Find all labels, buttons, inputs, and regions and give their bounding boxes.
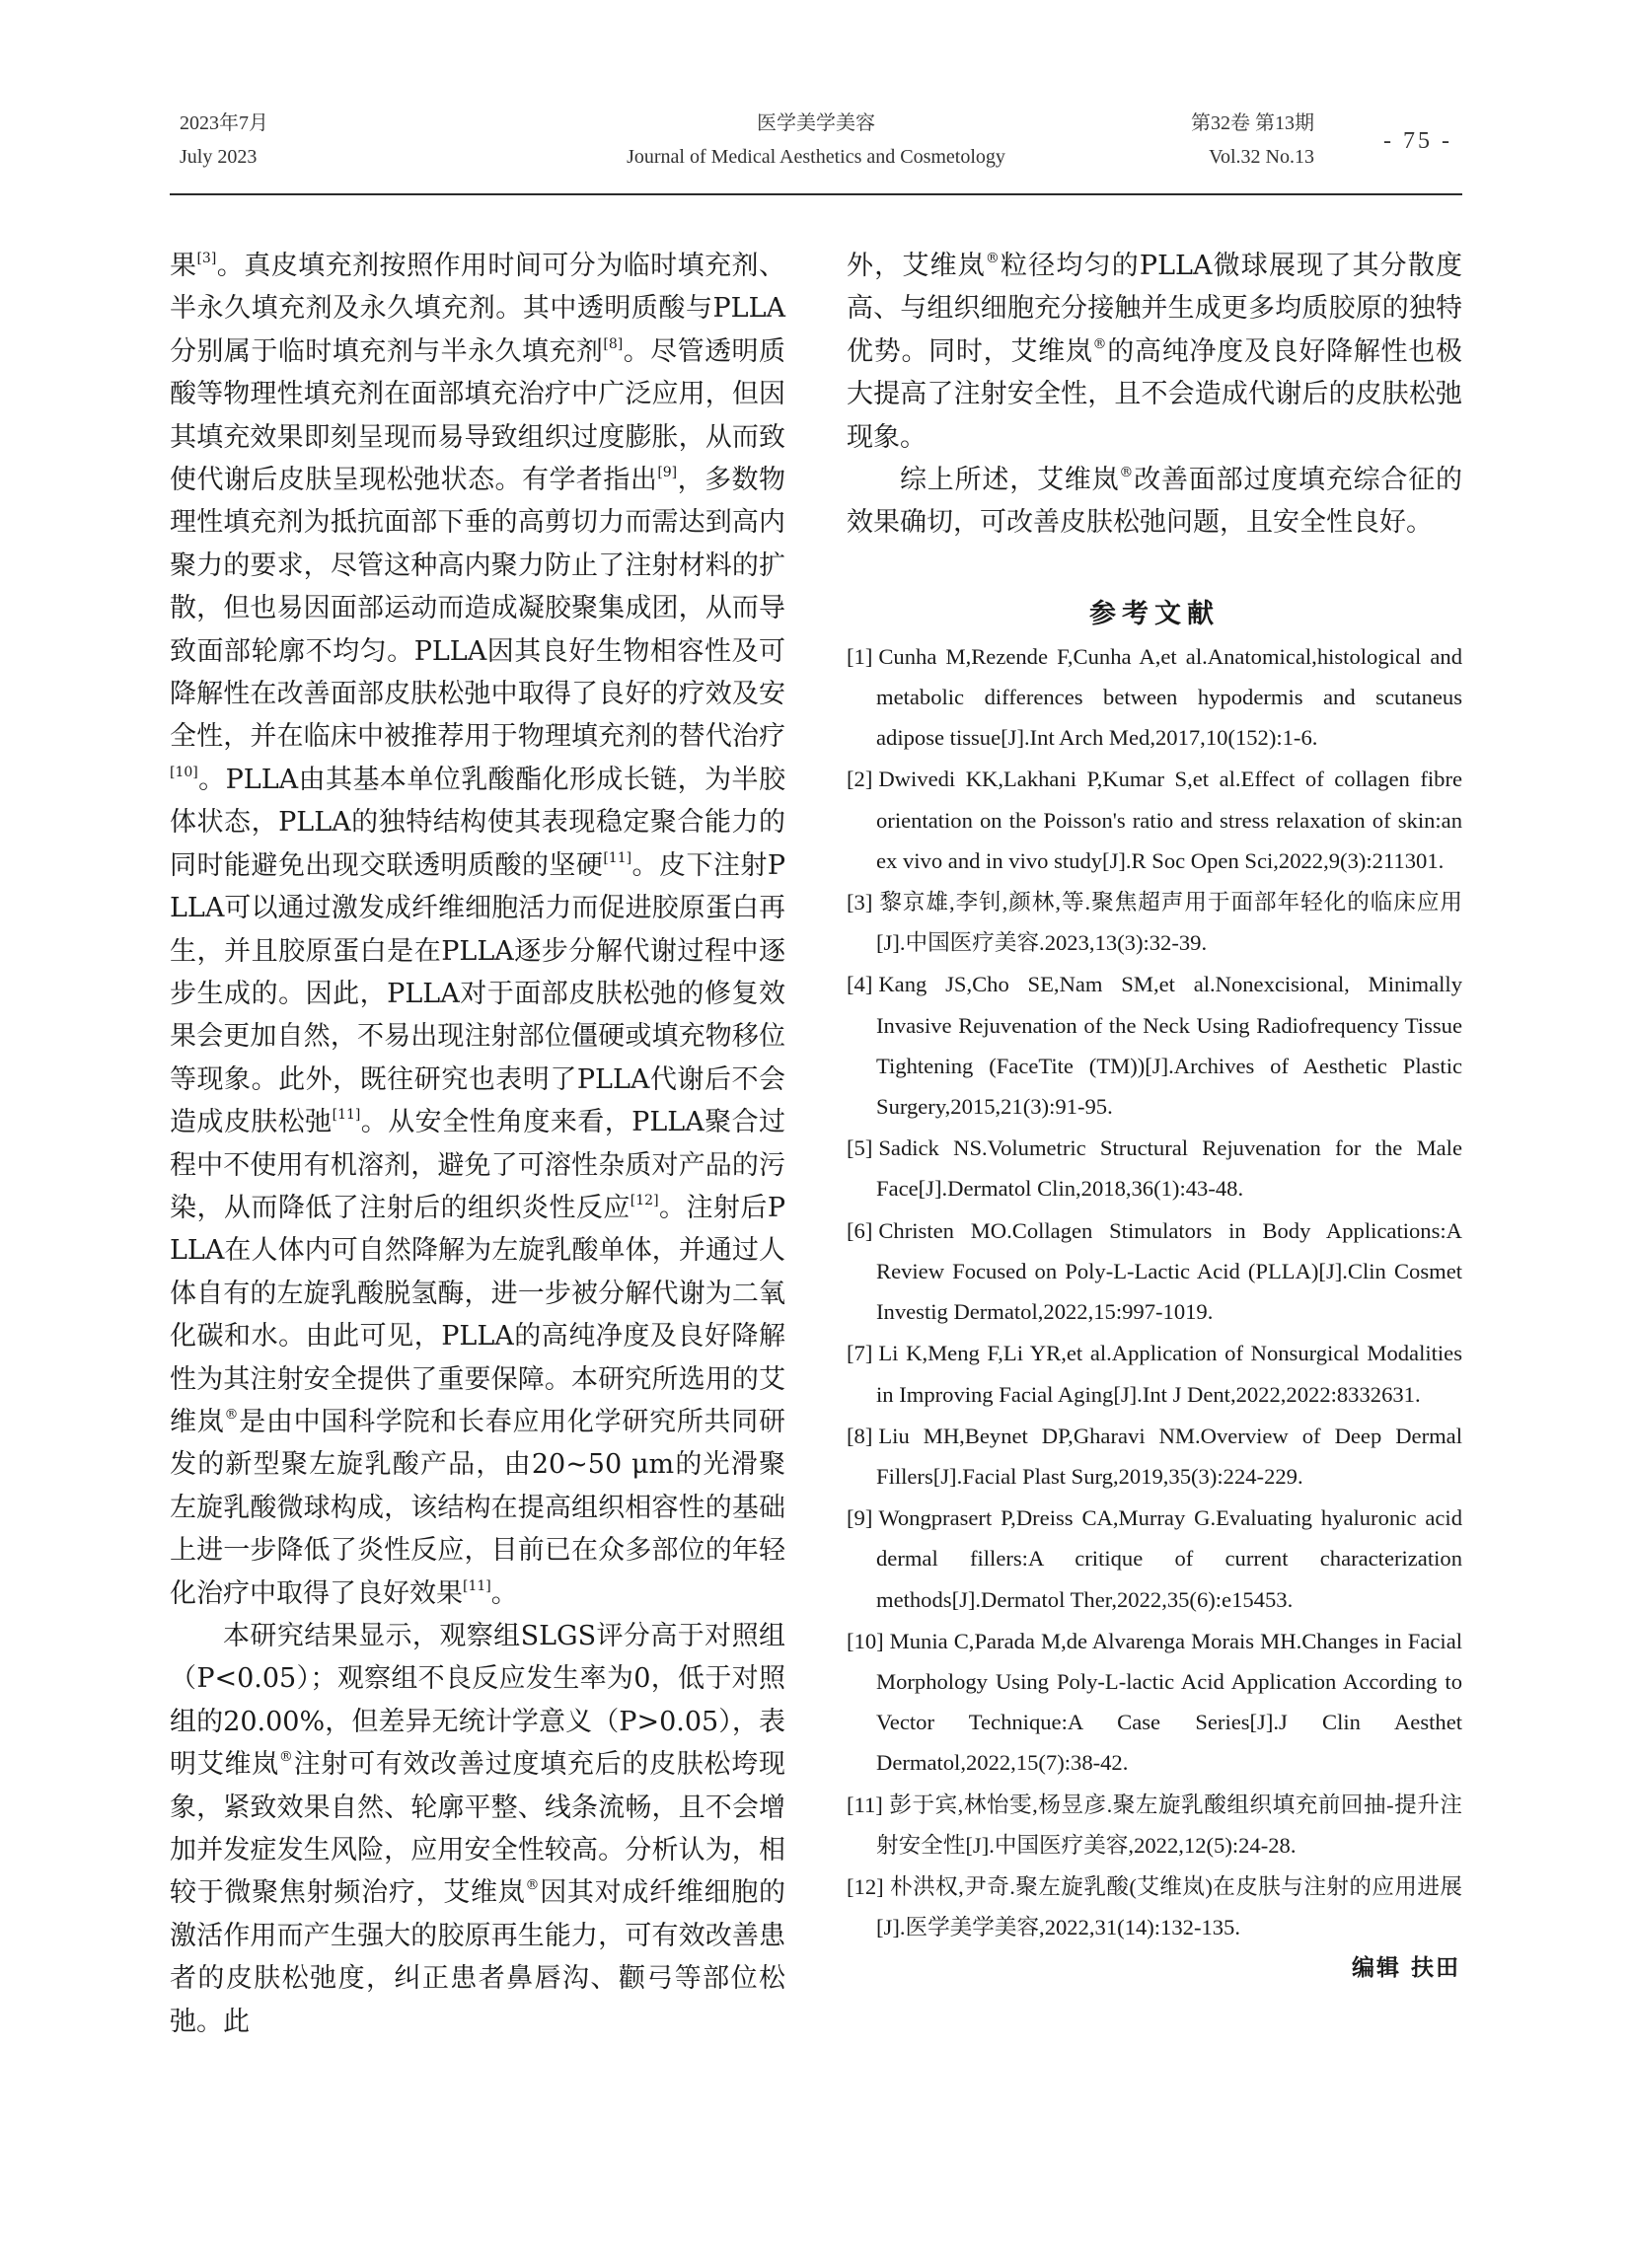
reference-text: Cunha M,Rezende F,Cunha A,et al.Anatomical,histological and metabolic differences between hypodermis and scutaneus adipose tissue[J].Int Arch Med,2017,10(152):1-6.	[876, 643, 1462, 751]
body-text: 。皮下注射PLLA可以通过激发成纤维细胞活力而促进胶原蛋白再生，并且胶原蛋白是在PLLA逐步分解代谢过程中逐步生成的。因此，PLLA对于面部皮肤松弛的修复效果会更加自然，不易出现注射部位僵硬或填充物移位等现象。此外，既往研究也表明了PLLA代谢后不会造成皮肤松弛	[170, 849, 786, 1138]
citation-mark: [8]	[603, 335, 624, 352]
reference-item	[847, 1333, 1462, 1414]
citation-mark: [12]	[630, 1192, 659, 1208]
citation-mark: [3]	[196, 251, 217, 266]
reference-item	[847, 1416, 1462, 1497]
body-text: 。从安全性角度来看，PLLA聚合过程中不使用有机溶剂，避免了可溶性杂质对产品的污染，从而降低了注射后的组织炎性反应	[170, 1107, 786, 1223]
body-text: 综上所述，艾维岚	[900, 465, 1120, 496]
references-title: 参考文献	[1089, 598, 1220, 629]
body-paragraph	[847, 245, 1462, 459]
reference-number: [5]	[847, 1135, 873, 1161]
citation-mark: ®	[224, 1406, 239, 1423]
reference-number: [12]	[847, 1873, 884, 1899]
reference-item	[847, 759, 1462, 881]
page-number: - 75 -	[1383, 128, 1452, 154]
header-journal-en: Journal of Medical Aesthetics and Cosmetology	[627, 146, 1005, 168]
header-volume-en: Vol.32 No.13	[1209, 146, 1314, 168]
reference-number: [11]	[847, 1792, 883, 1817]
reference-number: [7]	[847, 1341, 873, 1366]
reference-text: Munia C,Parada M,de Alvarenga Morais MH.Changes in Facial Morphology Using Poly-L-lactic Acid Application According to Vector Technique:A Case Series[J].J Clin Aesthet Dermatol,2022,15(7):38-42.	[876, 1628, 1462, 1776]
body-text: 改善面部过度填充综合征的效果确切，可改善皮肤松弛问题，且安全性良好。	[847, 465, 1463, 539]
body-text: 外，艾维岚	[847, 251, 986, 281]
body-text: 。注射后PLLA在人体内可自然降解为左旋乳酸单体，并通过人体自有的左旋乳酸脱氢酶，进一步被分解代谢为二氧化碳和水。由此可见，PLLA的高纯净度及良好降解性为其注射安全提供了重要保障。本研究所选用的艾维岚	[170, 1192, 786, 1437]
reference-number: [1]	[847, 643, 873, 669]
reference-text: Sadick NS.Volumetric Structural Rejuvenation for the Male Face[J].Dermatol Clin,2018,36(1):43-48.	[876, 1135, 1462, 1202]
reference-item	[847, 1785, 1462, 1866]
reference-item	[847, 882, 1462, 963]
body-paragraph	[170, 1615, 785, 2043]
page-header	[170, 99, 1462, 195]
reference-number: [2]	[847, 767, 873, 792]
header-date-en: July 2023	[180, 146, 258, 168]
reference-text: 朴洪权,尹奇.聚左旋乳酸(艾维岚)在皮肤与注射的应用进展[J].医学美学美容,2022,31(14):132-135.	[876, 1873, 1462, 1940]
reference-item	[847, 1621, 1462, 1784]
right-column	[847, 245, 1462, 1982]
body-text: 因其对成纤维细胞的激活作用而产生强大的胶原再生能力，可有效改善患者的皮肤松弛度，纠正患者鼻唇沟、颧弓等部位松弛。此	[170, 1877, 786, 2037]
reference-text: Christen MO.Collagen Stimulators in Body Applications:A Review Focused on Poly-L-Lactic Acid (PLLA)[J].Clin Cosmet Investig Dermatol,2022,15:997-1019.	[876, 1217, 1462, 1325]
reference-number: [9]	[847, 1505, 873, 1531]
reference-text: 彭于宾,林怡雯,杨昱彦.聚左旋乳酸组织填充前回抽-提升注射安全性[J].中国医疗美容,2022,12(5):24-28.	[876, 1792, 1462, 1858]
body-text: 。	[490, 1577, 518, 1609]
header-volume-cn: 第32卷 第13期	[1191, 112, 1314, 134]
reference-number: [4]	[847, 972, 873, 997]
body-text: 是由中国科学院和长春应用化学研究所共同研发的新型聚左旋乳酸产品，由20~50 μm的光滑聚左旋乳酸微球构成，该结构在提高组织相容性的基础上进一步降低了炎性反应，目前已在众多部位的年轻化治疗中取得了良好效果	[170, 1406, 786, 1609]
header-date-cn: 2023年7月	[180, 112, 268, 134]
citation-mark: [11]	[603, 849, 632, 866]
reference-item	[847, 1866, 1462, 1947]
citation-mark: ®	[985, 251, 1000, 266]
reference-number: [6]	[847, 1217, 873, 1243]
body-text: 果	[170, 251, 197, 281]
reference-item	[847, 636, 1462, 759]
citation-mark: ®	[278, 1749, 293, 1766]
reference-item	[847, 1498, 1462, 1620]
citation-mark: ®	[525, 1877, 540, 1894]
body-paragraph	[170, 245, 785, 1615]
reference-text: Dwivedi KK,Lakhani P,Kumar S,et al.Effect of collagen fibre orientation on the Poisson's ratio and stress relaxation of skin:an ex vivo and in vivo study[J].R Soc Open Sci,2022,9(3):211301.	[876, 767, 1462, 873]
body-text: 。真皮填充剂按照作用时间可分为临时填充剂、半永久填充剂及永久填充剂。其中透明质酸与PLLA分别属于临时填充剂与半永久填充剂	[170, 251, 786, 367]
reference-text: 黎京雄,李钊,颜林,等.聚焦超声用于面部年轻化的临床应用[J].中国医疗美容.2023,13(3):32-39.	[876, 890, 1462, 956]
body-text: 粒径均匀的PLLA微球展现了其分散度高、与组织细胞充分接触并生成更多均质胶原的独特优势。同时，艾维岚	[847, 251, 1463, 367]
reference-text: Kang JS,Cho SE,Nam SM,et al.Nonexcisional, Minimally Invasive Rejuvenation of the Neck Using Radiofrequency Tissue Tightening (FaceTite (TM))[J].Archives of Aesthetic Plastic Surgery,2015,21(3):91-95.	[876, 972, 1462, 1120]
citation-mark: [11]	[463, 1577, 491, 1594]
body-text: 的高纯净度及良好降解性也极大提高了注射安全性，且不会造成代谢后的皮肤松弛现象。	[847, 335, 1463, 453]
reference-number: [10]	[847, 1628, 884, 1653]
header-volume	[1191, 107, 1314, 174]
header-journal-cn: 医学美学美容	[757, 112, 875, 134]
reference-item	[847, 1128, 1462, 1208]
citation-mark: [9]	[657, 465, 678, 481]
reference-text: Li K,Meng F,Li YR,et al.Application of Nonsurgical Modalities in Improving Facial Aging[J].Int J Dent,2022,2022:8332631.	[876, 1341, 1462, 1407]
reference-number: [3]	[847, 890, 873, 915]
body-text: ，多数物理性填充剂为抵抗面部下垂的高剪切力而需达到高内聚力的要求，尽管这种高内聚力防止了注射材料的扩散，但也易因面部运动而造成凝胶聚集成团，从而导致面部轮廓不均匀。PLLA因其良好生物相容性及可降解性在改善面部皮肤松弛中取得了良好的疗效及安全性，并在临床中被推荐用于物理填充剂的替代治疗	[170, 465, 786, 753]
body-text: 注射可有效改善过度填充后的皮肤松垮现象，紧致效果自然、轮廓平整、线条流畅，且不会增加并发症发生风险，应用安全性较高。分析认为，相较于微聚焦射频治疗，艾维岚	[170, 1749, 786, 1909]
editor-credit: 编辑 扶田	[1351, 1955, 1460, 1982]
left-column	[170, 245, 785, 2043]
body-text: 。PLLA由其基本单位乳酸酯化形成长链，为半胶体状态，PLLA的独特结构使其表现稳定聚合能力的同时能避免出现交联透明质酸的坚硬	[170, 764, 785, 881]
reference-number: [8]	[847, 1423, 873, 1448]
references-list	[847, 636, 1462, 1948]
citation-mark: ®	[1119, 465, 1134, 481]
body-text: 。尽管透明质酸等物理性填充剂在面部填充治疗中广泛应用，但因其填充效果即刻呈现而易导致组织过度膨胀，从而致使代谢后皮肤呈现松弛状态。有学者指出	[170, 335, 786, 496]
citation-mark: ®	[1092, 335, 1107, 352]
reference-text: Liu MH,Beynet DP,Gharavi NM.Overview of Deep Dermal Fillers[J].Facial Plast Surg,2019,35(3):224-229.	[876, 1423, 1462, 1489]
body-text: 本研究结果显示，观察组SLGS评分高于对照组（P<0.05）；观察组不良反应发生率为0，低于对照组的20.00%，但差异无统计学意义（P>0.05），表明艾维岚	[170, 1621, 785, 1781]
body-paragraph	[847, 459, 1462, 545]
reference-item	[847, 964, 1462, 1127]
reference-item	[847, 1210, 1462, 1333]
citation-mark: [10]	[170, 764, 198, 780]
reference-text: Wongprasert P,Dreiss CA,Murray G.Evaluating hyaluronic acid dermal fillers:A critique of current characterization methods[J].Dermatol Ther,2022,35(6):e15453.	[876, 1505, 1462, 1612]
citation-mark: [11]	[332, 1107, 361, 1124]
